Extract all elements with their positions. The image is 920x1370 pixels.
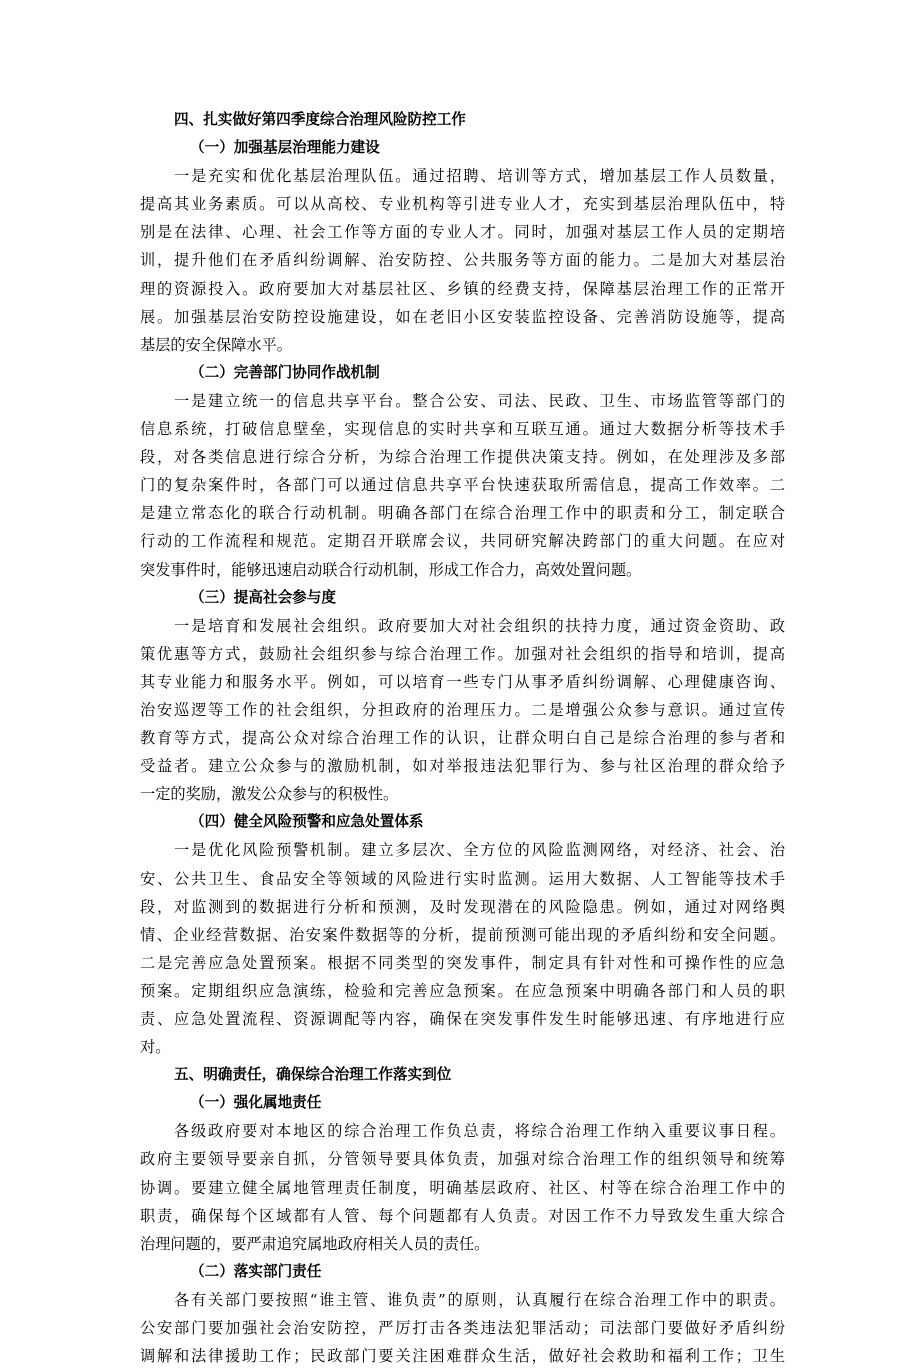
subsection-heading: （三）提高社会参与度 xyxy=(190,588,336,606)
section-heading: 四、扎实做好第四季度综合治理风险防控工作 xyxy=(174,111,466,128)
paragraph-line: 教育等方式，提高公众对综合治理工作的认识，让群众明白自己是综合治理的参与者和 xyxy=(140,729,785,748)
paragraph-line: 二是完善应急处置预案。根据不同类型的突发事件，制定具有针对性和可操作性的应急 xyxy=(140,953,785,972)
subsection-heading: （二）完善部门协同作战机制 xyxy=(190,363,380,381)
paragraph-line: 别是在法律、心理、社会工作等方面的专业人才。同时，加强对基层工作人员的定期培 xyxy=(140,223,785,242)
paragraph-line: 职责，确保每个区域都有人管、每个问题都有人负责。对因工作不力导致发生重大综合 xyxy=(140,1206,785,1225)
paragraph-line: 一定的奖励，激发公众参与的积极性。 xyxy=(140,785,399,804)
paragraph-line: 一是优化风险预警机制。建立多层次、全方位的风险监测网络，对经济、社会、治 xyxy=(174,841,785,860)
paragraph-line: 情、企业经营数据、治安案件数据等的分析，提前预测可能出现的矛盾纠纷和安全问题。 xyxy=(140,925,785,944)
paragraph-line: 责、应急处置流程、资源调配等内容，确保在突发事件发生时能够迅速、有序地进行应 xyxy=(140,1010,785,1028)
paragraph-line: 基层的安全保障水平。 xyxy=(140,335,292,354)
paragraph-line: 治安巡逻等工作的社会组织，分担政府的治理压力。二是增强公众参与意识。通过宣传 xyxy=(140,700,785,719)
paragraph-line: 一是培育和发展社会组织。政府要加大对社会组织的扶持力度，通过资金资助、政 xyxy=(174,616,785,635)
paragraph-line: 其专业能力和服务水平。例如，可以培育一些专门从事矛盾纠纷调解、心理健康咨询、 xyxy=(140,672,785,691)
paragraph-line: 段，对各类信息进行综合分析，为综合治理工作提供决策支持。例如，在处理涉及多部 xyxy=(140,448,785,467)
paragraph-line: 提高其业务素质。可以从高校、专业机构等引进专业人才，充实到基层治理队伍中，特 xyxy=(140,195,785,214)
paragraph-line: 政府主要领导要亲自抓，分管领导要具体负责，加强对综合治理工作的组织领导和统筹 xyxy=(140,1150,785,1169)
paragraph-line: 训，提升他们在矛盾纠纷调解、治安防控、公共服务等方面的能力。二是加大对基层治 xyxy=(140,251,785,270)
paragraph-line: 各级政府要对本地区的综合治理工作负总责，将综合治理工作纳入重要议事日程。 xyxy=(174,1122,785,1141)
paragraph-line: 受益者。建立公众参与的激励机制，如对举报违法犯罪行为、参与社区治理的群众给予 xyxy=(140,757,785,776)
paragraph-line: 信息系统，打破信息壁垒，实现信息的实时共享和互联互通。通过大数据分析等技术手 xyxy=(140,420,785,439)
paragraph-line: 策优惠等方式，鼓励社会组织参与综合治理工作。加强对社会组织的指导和培训，提高 xyxy=(140,644,785,663)
paragraph-line: 安、公共卫生、食品安全等领域的风险进行实时监测。运用大数据、人工智能等技术手 xyxy=(140,869,785,888)
subsection-heading: （一）强化属地责任 xyxy=(190,1094,322,1112)
document-body xyxy=(140,106,785,1370)
paragraph-line: 治理问题的，要严肃追究属地政府相关人员的责任。 xyxy=(140,1234,490,1253)
paragraph-line: 预案。定期组织应急演练，检验和完善应急预案。在应急预案中明确各部门和人员的职 xyxy=(140,981,785,1000)
paragraph-line: 理的资源投入。政府要加大对基层社区、乡镇的经费支持，保障基层治理工作的正常开 xyxy=(140,279,785,298)
subsection-heading: （一）加强基层治理能力建设 xyxy=(190,139,380,157)
paragraph-line: 一是充实和优化基层治理队伍。通过招聘、培训等方式，增加基层工作人员数量， xyxy=(174,167,785,186)
paragraph-line: 门的复杂案件时，各部门可以通过信息共享平台快速获取所需信息，提高工作效率。二 xyxy=(140,476,785,495)
paragraph-line: 调解和法律援助工作；民政部门要关注困难群众生活，做好社会救助和福利工作；卫生 xyxy=(140,1347,785,1366)
section-heading: 五、明确责任，确保综合治理工作落实到位 xyxy=(174,1066,452,1084)
paragraph-line: 一是建立统一的信息共享平台。整合公安、司法、民政、卫生、市场监管等部门的 xyxy=(174,391,785,410)
subsection-heading: （四）健全风险预警和应急处置体系 xyxy=(190,813,424,831)
paragraph-line: 段，对监测到的数据进行分析和预测，及时发现潜在的风险隐患。例如，通过对网络舆 xyxy=(140,897,785,916)
subsection-heading: （二）落实部门责任 xyxy=(190,1262,322,1280)
paragraph-line: 行动的工作流程和规范。定期召开联席会议，共同研究解决跨部门的重大问题。在应对 xyxy=(140,532,785,551)
paragraph-line: 是建立常态化的联合行动机制。明确各部门在综合治理工作中的职责和分工，制定联合 xyxy=(140,504,785,523)
paragraph-line: 展。加强基层治安防控设施建设，如在老旧小区安装监控设备、完善消防设施等，提高 xyxy=(140,307,785,326)
paragraph-line: 协调。要建立健全属地管理责任制度，明确基层政府、社区、村等在综合治理工作中的 xyxy=(140,1178,785,1197)
paragraph-line: 公安部门要加强社会治安防控，严厉打击各类违法犯罪活动；司法部门要做好矛盾纠纷 xyxy=(140,1319,785,1338)
paragraph-line: 各有关部门要按照“谁主管、谁负责”的原则，认真履行在综合治理工作中的职责。 xyxy=(174,1290,785,1309)
paragraph-line: 突发事件时，能够迅速启动联合行动机制，形成工作合力，高效处置问题。 xyxy=(140,560,642,579)
paragraph-line: 对。 xyxy=(140,1038,171,1057)
